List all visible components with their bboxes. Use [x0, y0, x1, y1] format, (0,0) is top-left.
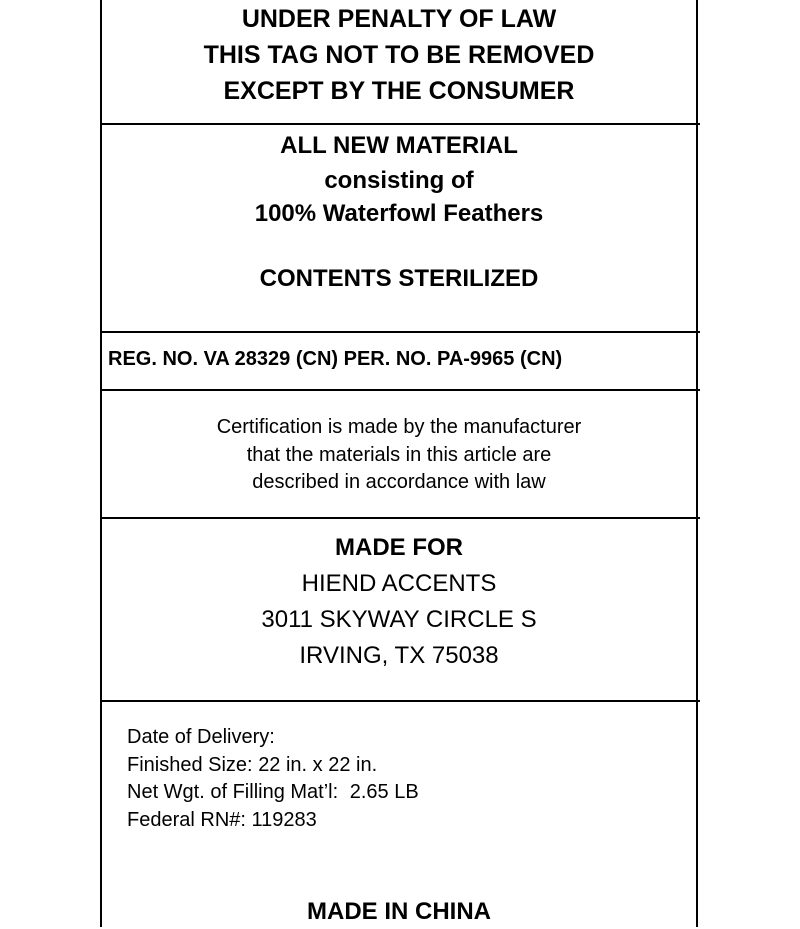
- material-heading: ALL NEW MATERIAL: [280, 132, 518, 159]
- filling-weight-value: 2.65 LB: [349, 781, 419, 803]
- details-section: [127, 724, 687, 834]
- warning-line-2: THIS TAG NOT TO BE REMOVED: [203, 41, 595, 69]
- warning-line-1: UNDER PENALTY OF LAW: [241, 5, 557, 33]
- divider-4: [100, 517, 700, 519]
- made-for-section: [102, 530, 696, 674]
- certification-line-2: that the materials in this article are: [246, 443, 552, 466]
- sterilized-statement: CONTENTS STERILIZED: [259, 265, 539, 292]
- registration-numbers: REG. NO. VA 28329 (CN) PER. NO. PA-9965 (CN): [108, 348, 563, 370]
- material-contents: 100% Waterfowl Feathers: [254, 200, 544, 227]
- divider-3: [100, 389, 700, 391]
- certification-line-1: Certification is made by the manufacturer: [216, 416, 582, 438]
- delivery-date-row: [127, 724, 687, 752]
- filling-weight-row: [127, 779, 687, 807]
- company-city: IRVING, TX 75038: [299, 642, 499, 669]
- federal-rn-label: Federal RN#:: [127, 808, 246, 831]
- filling-weight-label: Net Wgt. of Filling Mat’l:: [127, 781, 339, 803]
- finished-size-label: Finished Size:: [127, 753, 253, 776]
- country-of-origin: MADE IN CHINA: [307, 898, 491, 925]
- origin-section: [102, 895, 696, 929]
- divider-5: [100, 700, 700, 702]
- warning-line-3: EXCEPT BY THE CONSUMER: [223, 77, 575, 105]
- registration-section: [108, 344, 698, 374]
- warning-section: [102, 0, 696, 109]
- federal-rn-row: [127, 807, 687, 835]
- finished-size-row: [127, 752, 687, 780]
- divider-1: [100, 123, 700, 125]
- made-for-title: MADE FOR: [335, 534, 463, 561]
- certification-section: [102, 414, 696, 497]
- company-name: HIEND ACCENTS: [301, 570, 497, 597]
- material-section: [102, 128, 696, 294]
- finished-size-value: 22 in. x 22 in.: [258, 753, 378, 776]
- delivery-date-label: Date of Delivery:: [127, 726, 275, 748]
- tag-right-border: [696, 0, 698, 927]
- company-street: 3011 SKYWAY CIRCLE S: [261, 606, 537, 633]
- certification-line-3: described in accordance with law: [252, 471, 546, 493]
- material-consisting: consisting of: [324, 167, 474, 194]
- divider-2: [100, 331, 700, 333]
- federal-rn-value: 119283: [251, 808, 317, 831]
